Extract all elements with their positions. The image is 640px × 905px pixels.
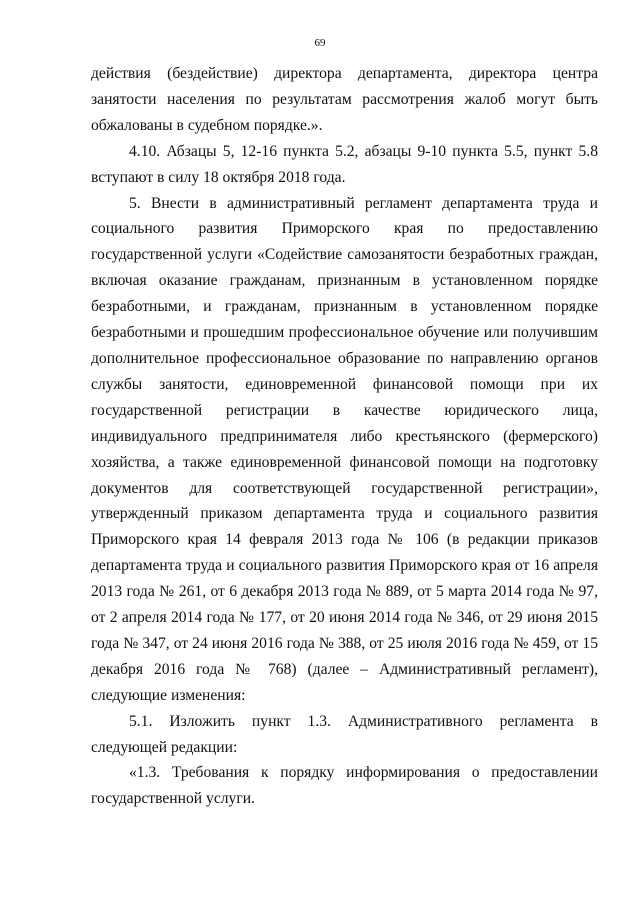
paragraph-5: «1.3. Требования к порядку информирования о предоставлении государственной услуги. bbox=[91, 764, 598, 808]
document-body bbox=[91, 61, 598, 812]
paragraph-4: 5.1. Изложить пункт 1.3. Административного регламента в следующей редакции: bbox=[91, 712, 598, 756]
page-number: 69 bbox=[314, 37, 326, 49]
paragraph-2: 4.10. Абзацы 5, 12-16 пункта 5.2, абзацы 9-10 пункта 5.5, пункт 5.8 вступают в силу 18 октября 2018 года. bbox=[91, 142, 598, 186]
paragraph-3: 5. Внести в административный регламент департамента труда и социального развития Приморского края по предоставлению государственной услуги «Содействие самозанятости безработных граждан, включая оказание гражданам, признанным в установленном порядке безработными, и гражданам, признанным в установленном порядке безработными и прошедшим профессиональное обучение или получившим дополнительное профессиональное образование по направлению органов службы занятости, единовременной финансовой помощи при их государственной регистрации в качестве юридического лица, индивидуального предпринимателя либо крестьянского (фермерского) хозяйства, а также единовременной финансовой помощи на подготовку документов для соответствующей государственной регистрации», утвержденный приказом департамента труда и социального развития Приморского края 14 февраля 2013 года № 106 (в редакции приказов департамента труда и социального развития Приморского края от 16 апреля 2013 года № 261, от 6 декабря 2013 года № 889, от 5 марта 2014 года № 97, от 2 апреля 2014 года № 177, от 20 июня 2014 года № 346, от 29 июня 2015 года № 347, от 24 июня 2016 года № 388, от 25 июля 2016 года № 459, от 15 декабря 2016 года № 768) (далее – Административный регламент), следующие изменения: bbox=[91, 194, 598, 704]
paragraph-1: действия (бездействие) директора департамента, директора центра занятости населения по результатам рассмотрения жалоб могут быть обжалованы в судебном порядке.». bbox=[91, 65, 598, 134]
